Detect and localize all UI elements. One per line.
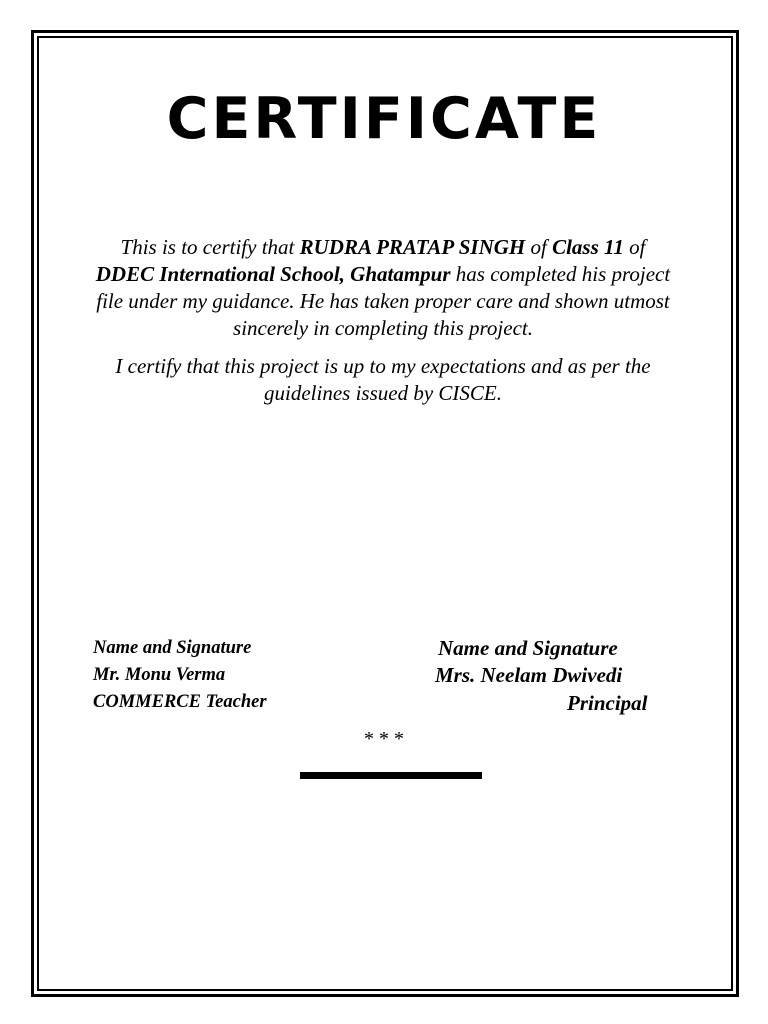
principal-role: Principal [567, 691, 648, 715]
intro-text: This is to certify that [120, 235, 300, 259]
certification-paragraph [92, 234, 674, 342]
certificate-title: CERTIFICATE [166, 86, 602, 152]
teacher-signature-label: Name and Signature [93, 638, 252, 658]
page-border-inner [37, 36, 733, 991]
principal-signature-label: Name and Signature [438, 636, 618, 660]
of-text: of [623, 235, 646, 259]
of-text: of [525, 235, 553, 259]
teacher-name: Mr. Monu Verma [93, 665, 226, 685]
expectations-paragraph: I certify that this project is up to my expectations and as per the guidelines issued by CISCE. [115, 354, 651, 405]
separator-stars: * * * [364, 728, 404, 750]
school-name: DDEC International School, Ghatampur [95, 262, 451, 286]
teacher-role: COMMERCE Teacher [93, 692, 267, 712]
student-name: RUDRA PRATAP SINGH [299, 235, 526, 259]
completion-text: has completed his project file under my guidance. He has taken proper care and shown utmost sincerely in completing this project. [96, 262, 671, 340]
separator-rule [300, 772, 482, 779]
principal-name: Mrs. Neelam Dwivedi [435, 663, 623, 687]
class-name: Class 11 [552, 235, 624, 259]
